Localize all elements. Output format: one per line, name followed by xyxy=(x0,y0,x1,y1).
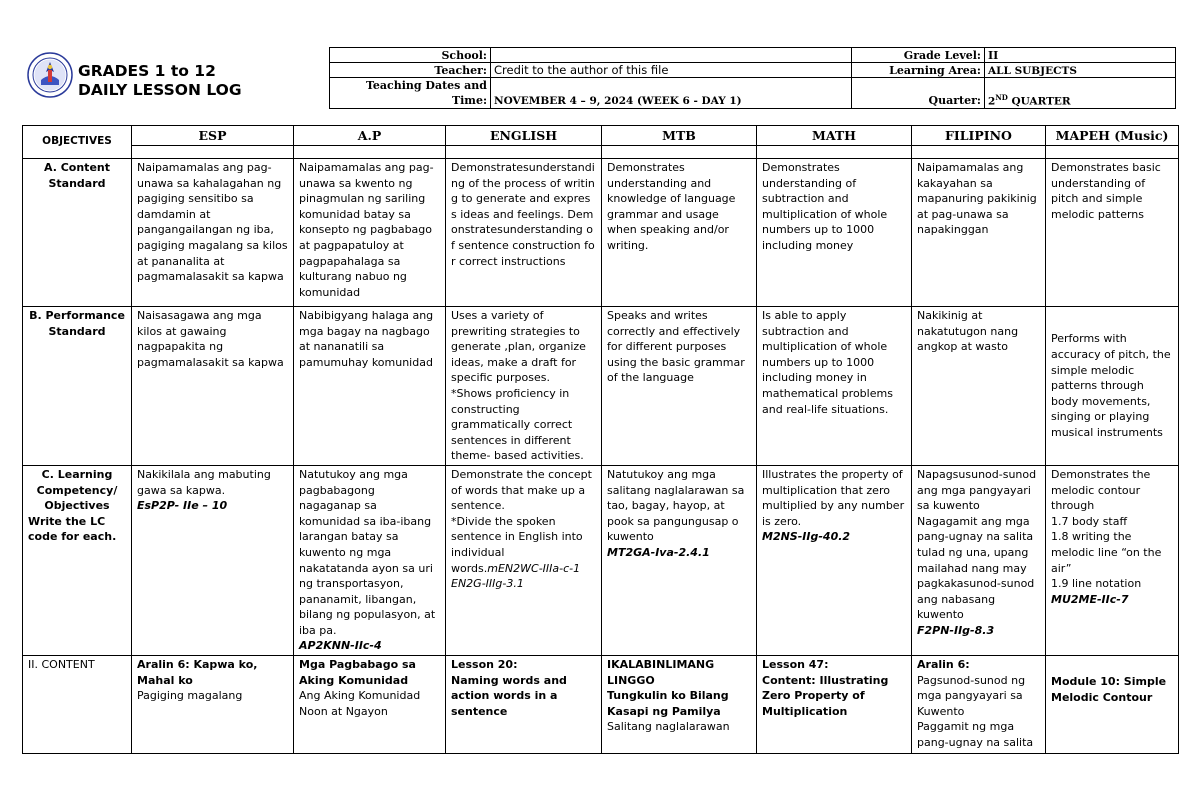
col-mapeh: MAPEH (Music) xyxy=(1046,126,1179,146)
table-spacer-row xyxy=(23,146,1179,159)
english-competency-text-2 xyxy=(451,514,596,576)
teaching-dates-label-line-2: Time: xyxy=(451,94,487,107)
mtb-content xyxy=(602,656,757,754)
title-line-1: GRADES 1 to 12 xyxy=(78,62,216,80)
grade-level-value: II xyxy=(985,48,1176,63)
ap-competency-code: AP2KNN-IIc-4 xyxy=(299,639,382,653)
mapeh-competency-text-4: 1.9 line notation xyxy=(1051,577,1142,591)
mapeh-content: Module 10: Simple Melodic Contour xyxy=(1046,656,1179,754)
col-math: MATH xyxy=(757,126,912,146)
row-label-line: C. Learning xyxy=(41,467,113,481)
math-competency-code: M2NS-IIg-40.2 xyxy=(762,530,851,544)
filipino-content-subtitle-1: Pagsunod-sunod ng mga pangyayari sa Kuwento xyxy=(917,673,1026,718)
mtb-learning-competency xyxy=(602,465,757,655)
ap-content-standard: Naipamamalas ang pag-unawa sa kwento ng pinagmulan ng sariling komunidad batay sa konsepto ng pagbabago at pagpapatuloy at pagpapahalaga sa kulturang nabuo ng komunidad xyxy=(294,159,446,307)
grade-level-label: Grade Level: xyxy=(852,48,985,63)
esp-learning-competency xyxy=(132,465,294,655)
esp-content xyxy=(132,656,294,754)
mapeh-competency-text-1: Demonstrates the melodic contour through xyxy=(1051,467,1151,513)
ap-learning-competency xyxy=(294,465,446,655)
title-line-2: DAILY LESSON LOG xyxy=(78,81,242,99)
col-mtb: MTB xyxy=(602,126,757,146)
esp-content-title: Aralin 6: Kapwa ko, Mahal ko xyxy=(137,658,258,687)
math-content-subtitle: Content: Illustrating Zero Property of Multiplication xyxy=(762,673,889,718)
esp-competency-code: EsP2P- IIe – 10 xyxy=(137,499,228,513)
teaching-dates-value: NOVEMBER 4 – 9, 2024 (WEEK 6 - DAY 1) xyxy=(491,78,852,109)
learning-area-label: Learning Area: xyxy=(852,63,985,78)
mapeh-performance-standard: Performs with accuracy of pitch, the simple melodic patterns through body movements, singing or playing musical instruments xyxy=(1046,307,1179,466)
mtb-content-title: Tungkulin ko Bilang Kasapi ng Pamilya xyxy=(607,689,729,718)
esp-competency-text: Nakikilala ang mabuting gawa sa kapwa. xyxy=(137,467,271,497)
school-value xyxy=(491,48,852,63)
quarter-value xyxy=(985,78,1176,109)
spacer-cell xyxy=(132,146,294,159)
mtb-competency-text: Natutukoy ang mga salitang naglalarawan sa tao, bagay, hayop, at pook sa pangungusap o kuwento xyxy=(607,467,745,544)
spacer-cell xyxy=(294,146,446,159)
mtb-content-week: IKALABINLIMANG LINGGO xyxy=(607,658,715,687)
ap-content-subtitle: Ang Aking Komunidad Noon at Ngayon xyxy=(299,689,421,718)
math-performance-standard: Is able to apply subtraction and multiplication of whole numbers up to 1000 including money in mathematical problems and real-life situations. xyxy=(757,307,912,466)
english-competency-text-1: Demonstrate the concept of words that make up a sentence. xyxy=(451,467,592,513)
table-header-row xyxy=(23,126,1179,146)
row-label-line: Objectives xyxy=(44,499,110,513)
math-competency-text: Illustrates the property of multiplication that zero multiplied by any number is zero. xyxy=(762,467,905,528)
col-english: ENGLISH xyxy=(446,126,602,146)
esp-content-subtitle: Pagiging magalang xyxy=(137,689,243,703)
english-performance-standard-1: Uses a variety of prewriting strategies to generate ,plan, organize ideas, make a draft for specific purposes. xyxy=(451,309,586,385)
teacher-value: Credit to the author of this file xyxy=(491,63,852,78)
learning-area-value: ALL SUBJECTS xyxy=(985,63,1176,78)
english-content-subtitle: Naming words and action words in a sentence xyxy=(451,673,567,718)
mtb-competency-code: MT2GA-Iva-2.4.1 xyxy=(607,545,710,559)
spacer-cell xyxy=(446,146,602,159)
filipino-learning-competency xyxy=(912,465,1046,655)
filipino-competency-code: F2PN-IIg-8.3 xyxy=(917,623,995,637)
english-competency-code-2: EN2G-IIIg-3.1 xyxy=(451,577,524,591)
mapeh-competency-text-2: 1.7 body staff xyxy=(1051,514,1128,528)
english-competency-code-1: mEN2WC-IIIa-c-1 xyxy=(487,561,581,575)
teaching-dates-label xyxy=(330,78,491,109)
col-ap: A.P xyxy=(294,126,446,146)
col-esp: ESP xyxy=(132,126,294,146)
col-objectives: OBJECTIVES xyxy=(23,126,132,159)
teacher-label: Teacher: xyxy=(330,63,491,78)
content-standard-label xyxy=(23,159,132,307)
mapeh-learning-competency xyxy=(1046,465,1179,655)
mapeh-competency-code: MU2ME-IIc-7 xyxy=(1051,592,1129,606)
ap-content xyxy=(294,656,446,754)
english-performance-standard-2: *Shows proficiency in constructing grammatically correct sentences in different theme- based activities. xyxy=(451,386,584,463)
content-label: II. CONTENT xyxy=(23,656,132,754)
english-content xyxy=(446,656,602,754)
quarter-suffix: ND xyxy=(995,92,1008,102)
math-content-standard: Demonstrates understanding of subtraction and multiplication of whole numbers up to 1000 including money xyxy=(757,159,912,307)
mapeh-competency-text-3: 1.8 writing the melodic line “on the air” xyxy=(1051,530,1162,575)
esp-content-standard: Naipamamalas ang pag-unawa sa kahalagahan ng pagiging sensitibo sa damdamin at pangangailangan ng iba, pagiging magalang sa kilos at pananalita at pagmamalasakit sa kapwa xyxy=(132,159,294,307)
row-label-line: Standard xyxy=(48,324,106,338)
filipino-competency-text-1: Napagsusunod-sunod ang mga pangyayari sa kuwento xyxy=(917,467,1037,513)
mapeh-content-standard: Demonstrates basic understanding of pitch and simple melodic patterns xyxy=(1046,159,1179,307)
filipino-content-standard: Naipamamalas ang kakayahan sa mapanuring pakikinig at pag-unawa sa napakinggan xyxy=(912,159,1046,307)
learning-competency-label xyxy=(23,465,132,655)
math-content-title: Lesson 47: xyxy=(762,658,829,672)
filipino-performance-standard: Nakikinig at nakatutugon nang angkop at wasto xyxy=(912,307,1046,466)
english-content-standard: Demonstratesunderstanding of the process of writing to generate and express ideas and feelings. Demonstratesunderstanding of sentence construction for correct instructions xyxy=(446,159,602,307)
filipino-competency-text-2: Nagagamit ang mga pang-ugnay na salita tulad ng una, upang mailahad nang may pagkakasunod-sunod ang nabasang kuwento xyxy=(917,514,1035,622)
document-title xyxy=(78,62,242,100)
mtb-content-standard: Demonstrates understanding and knowledge of language grammar and usage when speaking and/or writing. xyxy=(602,159,757,307)
content-standard-row xyxy=(23,159,1179,307)
spacer-cell xyxy=(912,146,1046,159)
learning-competency-row xyxy=(23,465,1179,655)
quarter-number: 2 xyxy=(988,95,996,107)
spacer-cell xyxy=(1046,146,1179,159)
row-label-line: Write the LC code for each. xyxy=(28,514,117,544)
spacer-cell xyxy=(757,146,912,159)
quarter-word: QUARTER xyxy=(1011,95,1071,107)
filipino-content-title: Aralin 6: xyxy=(917,658,970,672)
quarter-label: Quarter: xyxy=(852,78,985,109)
esp-performance-standard: Naisasagawa ang mga kilos at gawaing nagpapakita ng pagmamalasakit sa kapwa xyxy=(132,307,294,466)
ap-competency-text: Natutukoy ang mga pagbabagong nagaganap sa komunidad sa iba-ibang larangan batay sa kuwento ng mga nakatatanda ayon sa uri ng transportasyon, pananamit, libangan, bilang ng populasyon, at iba pa. xyxy=(299,467,436,637)
col-filipino: FILIPINO xyxy=(912,126,1046,146)
math-content xyxy=(757,656,912,754)
mtb-content-subtitle: Salitang naglalarawan xyxy=(607,720,730,734)
english-competency-text-2-body: *Divide the spoken sentence in English into individual words. xyxy=(451,514,583,575)
mtb-performance-standard: Speaks and writes correctly and effectively for different purposes using the basic grammar of the language xyxy=(602,307,757,466)
content-row xyxy=(23,656,1179,754)
english-performance-standard xyxy=(446,307,602,466)
english-learning-competency xyxy=(446,465,602,655)
row-label-line: B. Performance xyxy=(29,309,125,322)
filipino-content xyxy=(912,656,1046,754)
english-content-title: Lesson 20: xyxy=(451,658,518,672)
row-label-line: Standard xyxy=(48,176,106,190)
teaching-dates-label-line-1: Teaching Dates and xyxy=(365,79,487,92)
performance-standard-label xyxy=(23,307,132,466)
filipino-content-subtitle-2: Paggamit ng mga pang-ugnay na salita xyxy=(917,720,1034,750)
row-label-line: Competency/ xyxy=(36,483,118,497)
math-learning-competency xyxy=(757,465,912,655)
ap-performance-standard: Nabibigyang halaga ang mga bagay na nagbago at nananatili sa pamumuhay komunidad xyxy=(294,307,446,466)
row-label-line: A. Content xyxy=(44,161,110,174)
deped-seal-logo xyxy=(27,52,73,98)
header-info-table xyxy=(329,47,1176,109)
lesson-log-table xyxy=(22,125,1179,754)
spacer-cell xyxy=(602,146,757,159)
performance-standard-row xyxy=(23,307,1179,466)
school-label: School: xyxy=(330,48,491,63)
ap-content-title: Mga Pagbabago sa Aking Komunidad xyxy=(299,658,416,687)
